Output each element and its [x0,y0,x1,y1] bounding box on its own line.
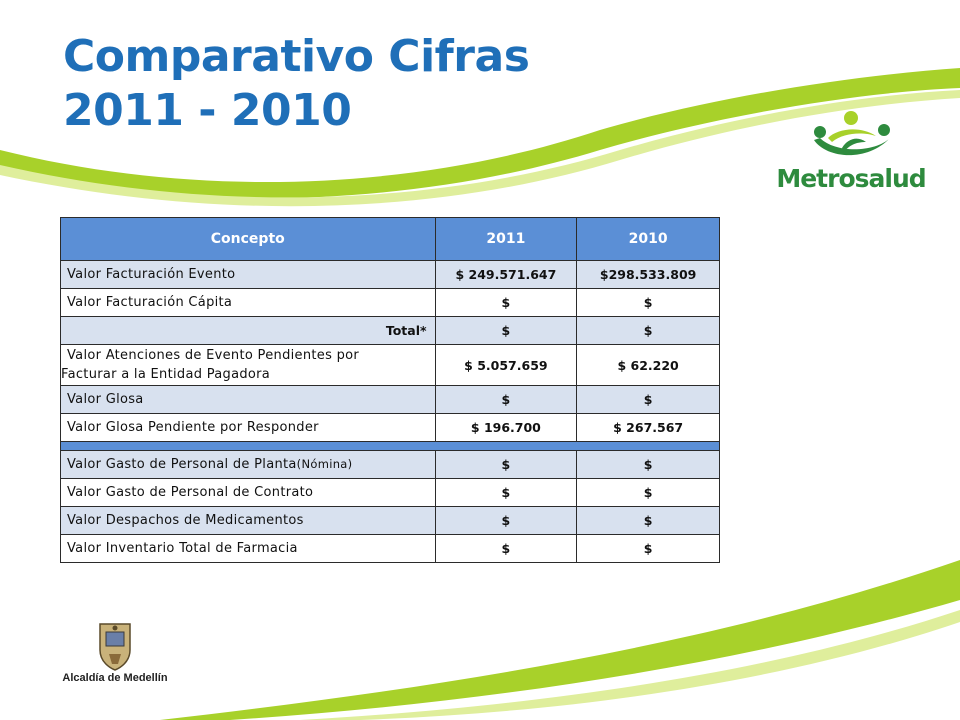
separator-bar [61,442,720,451]
row-value-2011: $ [435,386,577,414]
table-row [61,507,720,535]
row-label [61,345,436,386]
row-value-2010: $ 62.220 [577,345,720,386]
row-value-2011: $ 5.057.659 [435,345,577,386]
row-value-2010: $ [577,535,720,563]
header-concepto: Concepto [61,218,436,261]
footer-logo-text: Alcaldía de Medellín [62,672,168,684]
table-header-row [61,218,720,261]
comparison-table [60,217,720,563]
row-value-2010: $ [577,479,720,507]
row-value-2011: $ [435,479,577,507]
row-value-2011: $ [435,451,577,479]
slide-title-line1: Comparativo Cifras [63,31,530,82]
row-value-2011: $ [435,507,577,535]
row-value-2010: $ [577,317,720,345]
slide-title-line2: 2011 - 2010 [63,85,352,136]
table-row [61,345,720,386]
row-value-2011: $ [435,317,577,345]
row-label: Valor Glosa [61,386,436,414]
metrosalud-logo [776,108,926,203]
table-row [61,479,720,507]
row-label: Valor Glosa Pendiente por Responder [61,414,436,442]
row-value-2010: $ [577,289,720,317]
table-row-total [61,317,720,345]
row-label: Valor Facturación Evento [61,261,436,289]
table-row [61,451,720,479]
row-value-2010: $ 267.567 [577,414,720,442]
row-value-2010: $298.533.809 [577,261,720,289]
row-label: Valor Facturación Cápita [61,289,436,317]
row-value-2010: $ [577,451,720,479]
row-value-2011: $ [435,289,577,317]
row-label: Total* [61,317,436,345]
slide-title [63,30,529,138]
row-value-2010: $ [577,507,720,535]
table-row [61,535,720,563]
row-value-2011: $ [435,535,577,563]
row-label: Valor Gasto de Personal de Contrato [61,479,436,507]
metrosalud-emblem-icon [806,108,896,166]
alcaldia-logo [60,620,170,690]
header-2010: 2010 [577,218,720,261]
row-label-suffix: (Nómina) [296,457,353,471]
table-row [61,289,720,317]
header-2011: 2011 [435,218,577,261]
row-value-2011: $ 196.700 [435,414,577,442]
table-row [61,261,720,289]
coat-of-arms-icon [60,620,170,672]
row-label-line1: Valor Atenciones de Evento Pendientes por [67,348,360,363]
table-row [61,386,720,414]
row-label: Valor Despachos de Medicamentos [61,507,436,535]
row-label [61,451,436,479]
brand-name: Metrosalud [776,164,926,193]
row-label: Valor Inventario Total de Farmacia [61,535,436,563]
table-row [61,414,720,442]
row-label-line2: Facturar a la Entidad Pagadora [61,367,271,382]
row-value-2010: $ [577,386,720,414]
row-label-main: Valor Gasto de Personal de Planta [67,457,297,472]
row-value-2011: $ 249.571.647 [435,261,577,289]
table-separator-row [61,442,720,451]
